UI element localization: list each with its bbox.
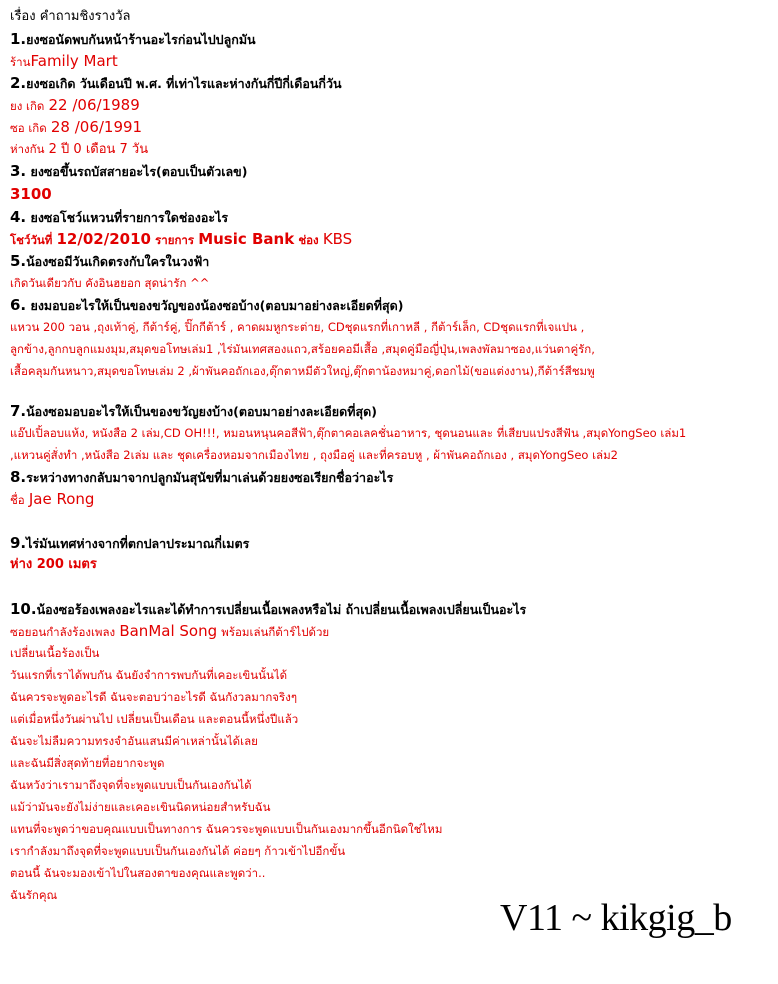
answer-7-line: แอ๊ปเปิ้ลอบแห้ง, หนังสือ 2 เล่ม,CD OH!!!, หมอนหนุนคอสีฟ้า,ตุ๊กตาคอเลคชั่นอาหาร, ชุดนอนและ ที่เสียบแปรงสีฟัน ,สมุดYongSeo เล่ม1: [10, 426, 687, 440]
question-number: 10.: [10, 600, 37, 618]
document-title: เรื่อง คำถามชิงรางวัล: [10, 9, 131, 24]
question-number: 3.: [10, 162, 27, 180]
question-2: [10, 72, 770, 94]
spacer: [10, 382, 770, 400]
answer-prefix: ชื่อ: [10, 493, 25, 507]
question-text: ยงมอบอะไรให้เป็นของขวัญของน้องซอบ้าง(ตอบมาอย่างละเอียดที่สุด): [30, 298, 404, 313]
answer-part: ช่อง: [298, 233, 319, 247]
question-number: 4.: [10, 208, 27, 226]
question-3: [10, 160, 770, 182]
answer-8: [10, 488, 770, 510]
answer-value: 2 ปี 0 เดือน 7 วัน: [48, 142, 149, 157]
answer-prefix: ร้าน: [10, 55, 31, 69]
answer-6-line: เสื้อคลุมกันหนาว,สมุดขอโทษเล่ม 2 ,ผ้าพันคอถักเอง,ตุ๊กตาหมีตัวใหญ่,ตุ๊กตาน้องหมาคู่,ดอกไม้(ขอแต่งงาน),กีต้าร์สีชมพู: [10, 364, 595, 378]
answer-2-seo-birthday: [10, 116, 770, 138]
lyric-line: แทนที่จะพูดว่าขอบคุณแบบเป็นทางการ ฉันควรจะพูดแบบเป็นกันเองมากขึ้นอีกนิดใช่ไหม: [10, 822, 443, 836]
question-9: [10, 532, 770, 554]
question-text: ยงซอนัดพบกันหน้าร้านอะไรก่อนไปปลูกมัน: [26, 32, 256, 47]
answer-intro: ซอยอนกำลังร้องเพลง: [10, 625, 116, 639]
question-text: น้องซอมีวันเกิดตรงกับใครในวงฟ้า: [26, 254, 210, 269]
spacer: [10, 576, 770, 598]
lyric-line: ฉันควรจะพูดอะไรดี ฉันจะตอบว่าอะไรดี ฉันกังวลมากจริงๆ: [10, 690, 298, 704]
lyric-line: แต่เมื่อหนึ่งวันผ่านไป เปลี่ยนเป็นเดือน และตอนนี้หนึ่งปีแล้ว: [10, 712, 299, 726]
question-number: 7.: [10, 402, 27, 420]
question-text: น้องซอร้องเพลงอะไรและได้ทำการเปลี่ยนเนื้อเพลงหรือไม่ ถ้าเปลี่ยนเนื้อเพลงเปลี่ยนเป็นอะไร: [36, 602, 527, 617]
answer-channel: KBS: [322, 230, 353, 248]
question-text: น้องซอมอบอะไรให้เป็นของขวัญยงบ้าง(ตอบมาอย่างละเอียดที่สุด): [26, 404, 377, 419]
answer-7-line: ,แหวนคู่สั่งทำ ,หนังสือ 2เล่ม และ ชุดเครื่องหอมจากเมืองไทย , ถุงมือคู่ และที่ครอบหู , ผ้าพันคอถักเอง , สมุดYongSeo เล่ม2: [10, 448, 618, 462]
answer-value: 28 /06/1991: [50, 118, 143, 136]
answer-2-age-gap: [10, 138, 770, 160]
answer-prefix: ห่างกัน: [10, 142, 45, 156]
lyric-line: ฉันหวังว่าเรามาถึงจุดที่จะพูดแบบเป็นกันเองกันได้: [10, 778, 252, 792]
answer-value: Jae Rong: [28, 490, 95, 508]
question-5: [10, 250, 770, 272]
answer-value: Family Mart: [30, 52, 118, 70]
question-text: ยงซอเกิด วันเดือนปี พ.ศ. ที่เท่าไรและห่างกันกี่ปีกี่เดือนกี่วัน: [26, 76, 342, 91]
lyric-line: วันแรกที่เราได้พบกัน ฉันยังจำการพบกันที่เคอะเขินนั้นได้: [10, 668, 288, 682]
question-number: 8.: [10, 468, 27, 486]
lyric-line: ตอนนี้ ฉันจะมองเข้าไปในสองตาของคุณและพูดว่า..: [10, 866, 266, 880]
question-7: [10, 400, 770, 422]
answer-date: 12/02/2010: [56, 230, 151, 248]
lyric-line: ฉันรักคุณ: [10, 888, 58, 902]
answer-prefix: ยง เกิด: [10, 99, 45, 113]
question-6: [10, 294, 770, 316]
lyric-line: เรากำลังมาถึงจุดที่จะพูดแบบเป็นกันเองกันได้ ค่อยๆ ก้าวเข้าไปอีกขั้น: [10, 844, 346, 858]
answer-intro: พร้อมเล่นกีต้าร์ไปด้วย: [221, 625, 330, 639]
answer-6-line: ลูกข้าง,ลูกกบลูกแมงมุม,สมุดขอโทษเล่ม1 ,ไร่มันเทศสองแถว,สร้อยคอมีเสื้อ ,สมุดคู่มือญี่ปุ่น,เพลงพัลมาซอง,แว่นตาคู่รัก,: [10, 342, 595, 356]
lyric-line: และฉันมีสิ่งสุดท้ายที่อยากจะพูด: [10, 756, 165, 770]
answer-prefix: ซอ เกิด: [10, 121, 47, 135]
answer-part: รายการ: [155, 233, 195, 247]
question-1: [10, 28, 770, 50]
answer-5: เกิดวันเดียวกับ คังอินฮยอก สุดน่ารัก ^^: [10, 276, 210, 290]
question-number: 9.: [10, 534, 27, 552]
lyric-line: แม้ว่ามันจะยังไม่ง่ายและเคอะเขินนิดหน่อยสำหรับฉัน: [10, 800, 271, 814]
lyric-line: เปลี่ยนเนื้อร้องเป็น: [10, 646, 100, 660]
answer-9: ห่าง 200 เมตร: [10, 557, 97, 572]
question-number: 2.: [10, 74, 27, 92]
question-text: ยงซอขึ้นรถบัสสายอะไร(ตอบเป็นตัวเลข): [30, 164, 248, 179]
answer-value: 22 /06/1989: [48, 96, 140, 114]
question-text: ไร่มันเทศห่างจากที่ตกปลาประมาณกี่เมตร: [26, 536, 250, 551]
answer-part: โชว์วันที่: [10, 233, 53, 247]
answer-2-yong-birthday: [10, 94, 770, 116]
spacer: [10, 510, 770, 532]
question-number: 5.: [10, 252, 27, 270]
answer-4: [10, 228, 770, 250]
lyric-line: ฉันจะไม่ลืมความทรงจำอันแสนมีค่าเหล่านั้นได้เลย: [10, 734, 258, 748]
answer-6-line: แหวน 200 วอน ,ถุงเท้าคู่, กีต้าร์คู่, ปิ๊กกีต้าร์ , คาดผมหูกระต่าย, CDชุดแรกที่เกาหลี , กีต้าร์เล็ก, CDชุดแรกที่เจแปน ,: [10, 320, 585, 334]
question-8: [10, 466, 770, 488]
answer-song: BanMal Song: [119, 622, 218, 640]
question-text: ระหว่างทางกลับมาจากปลูกมันสุนัขที่มาเล่นด้วยยงซอเรียกชื่อว่าอะไร: [26, 470, 394, 485]
question-4: [10, 206, 770, 228]
author-signature: V11 ~ kikgig_b: [500, 897, 732, 939]
answer-10-intro: [10, 620, 770, 642]
document-page: [10, 6, 770, 906]
answer-show: Music Bank: [198, 230, 295, 248]
question-number: 6.: [10, 296, 27, 314]
answer-1: [10, 50, 770, 72]
question-10: [10, 598, 770, 620]
question-number: 1.: [10, 30, 27, 48]
answer-3: 3100: [10, 185, 52, 203]
question-text: ยงซอโชว์แหวนที่รายการใดช่องอะไร: [30, 210, 229, 225]
